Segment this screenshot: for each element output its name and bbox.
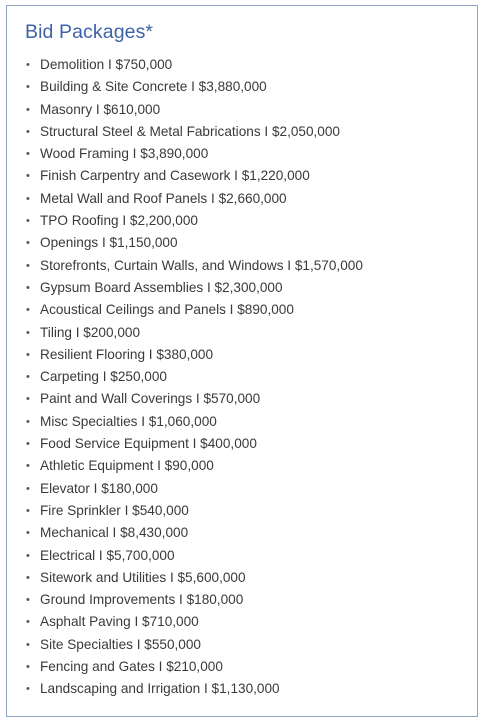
bid-package-text: Wood Framing I $3,890,000 [40,146,209,162]
bid-package-text: Ground Improvements I $180,000 [40,592,244,608]
bullet-icon: • [26,237,30,250]
bid-package-text: Metal Wall and Roof Panels I $2,660,000 [40,190,287,206]
bid-package-list [7,54,363,701]
bid-package-item [7,322,363,344]
bid-package-item [7,634,363,656]
bullet-icon: • [26,504,30,517]
bid-package-text: Sitework and Utilities I $5,600,000 [40,569,246,585]
bid-package-text: Fire Sprinkler I $540,000 [40,502,189,518]
bullet-icon: • [26,215,30,228]
bid-package-text: Site Specialties I $550,000 [40,636,201,652]
bid-package-item [7,411,363,433]
bullet-icon: • [26,59,30,71]
bid-package-item [7,478,363,500]
bid-package-item [7,76,363,98]
bullet-icon: • [26,371,30,384]
bid-package-text: Elevator I $180,000 [40,480,158,496]
bid-package-item [7,433,363,455]
bid-package-item [7,589,363,611]
bullet-icon: • [26,148,30,161]
bullet-icon: • [26,192,30,205]
bullet-icon: • [26,170,30,183]
bullet-icon: • [26,460,30,473]
bullet-icon: • [26,348,30,361]
bullet-icon: • [26,438,30,451]
bid-package-item [7,656,363,678]
bid-package-text: Misc Specialties I $1,060,000 [40,413,217,429]
bid-package-text: Masonry I $610,000 [40,101,161,117]
bid-package-text: Finish Carpentry and Casework I $1,220,000 [40,168,310,184]
bid-package-item [7,366,363,388]
bid-package-text: Food Service Equipment I $400,000 [40,436,257,452]
bullet-icon: • [26,638,30,651]
bid-package-item [7,388,363,410]
bid-package-item [7,232,363,254]
bullet-icon: • [26,616,30,629]
bullet-icon: • [26,281,30,294]
bullet-icon: • [26,683,30,696]
bid-package-text: Athletic Equipment I $90,000 [40,458,214,474]
bullet-icon: • [26,415,30,428]
bid-package-item [7,210,363,232]
bullet-icon: • [26,549,30,562]
bid-package-text: Carpeting I $250,000 [40,369,167,385]
bid-package-item [7,611,363,633]
bid-package-text: Resilient Flooring I $380,000 [40,346,214,362]
bullet-icon: • [26,326,30,339]
bid-package-item [7,54,363,76]
bullet-icon: • [26,527,30,540]
bid-package-item [7,455,363,477]
bid-package-item [7,678,363,700]
bullet-icon: • [26,259,30,272]
bid-package-text: Asphalt Paving I $710,000 [40,614,199,630]
bid-package-item [7,143,363,165]
bid-package-text: Electrical I $5,700,000 [40,547,175,563]
bid-package-text: Structural Steel & Metal Fabrications I $2,050,000 [40,123,340,139]
bid-package-item [7,165,363,187]
bullet-icon: • [26,571,30,584]
bid-package-item [7,522,363,544]
bid-package-text: Storefronts, Curtain Walls, and Windows I $1,570,000 [40,257,363,273]
bullet-icon: • [26,661,30,674]
bullet-icon: • [26,81,30,94]
bid-package-text: Acoustical Ceilings and Panels I $890,000 [40,302,294,318]
bid-package-text: Gypsum Board Assemblies I $2,300,000 [40,279,283,295]
bullet-icon: • [26,103,30,116]
bid-package-text: Openings I $1,150,000 [40,235,178,251]
bullet-icon: • [26,482,30,495]
bid-package-item [7,299,363,321]
bid-package-item [7,344,363,366]
bid-package-item [7,567,363,589]
bid-package-text: Building & Site Concrete I $3,880,000 [40,79,267,95]
bid-package-item [7,545,363,567]
panel-title: Bid Packages* [25,21,154,43]
bullet-icon: • [26,125,30,138]
bid-package-item [7,500,363,522]
bid-package-text: Paint and Wall Coverings I $570,000 [40,391,261,407]
bid-packages-panel [6,5,478,717]
bid-package-text: Tiling I $200,000 [40,324,141,340]
bullet-icon: • [26,393,30,406]
bid-package-text: TPO Roofing I $2,200,000 [40,213,198,229]
bullet-icon: • [26,594,30,607]
bid-package-item [7,255,363,277]
bid-package-item [7,99,363,121]
bid-package-text: Mechanical I $8,430,000 [40,525,189,541]
bid-package-text: Demolition I $750,000 [40,57,173,72]
bid-package-text: Landscaping and Irrigation I $1,130,000 [40,681,280,697]
bid-package-text: Fencing and Gates I $210,000 [40,659,223,675]
bid-package-item [7,188,363,210]
bid-package-item [7,121,363,143]
bullet-icon: • [26,304,30,317]
bid-package-item [7,277,363,299]
